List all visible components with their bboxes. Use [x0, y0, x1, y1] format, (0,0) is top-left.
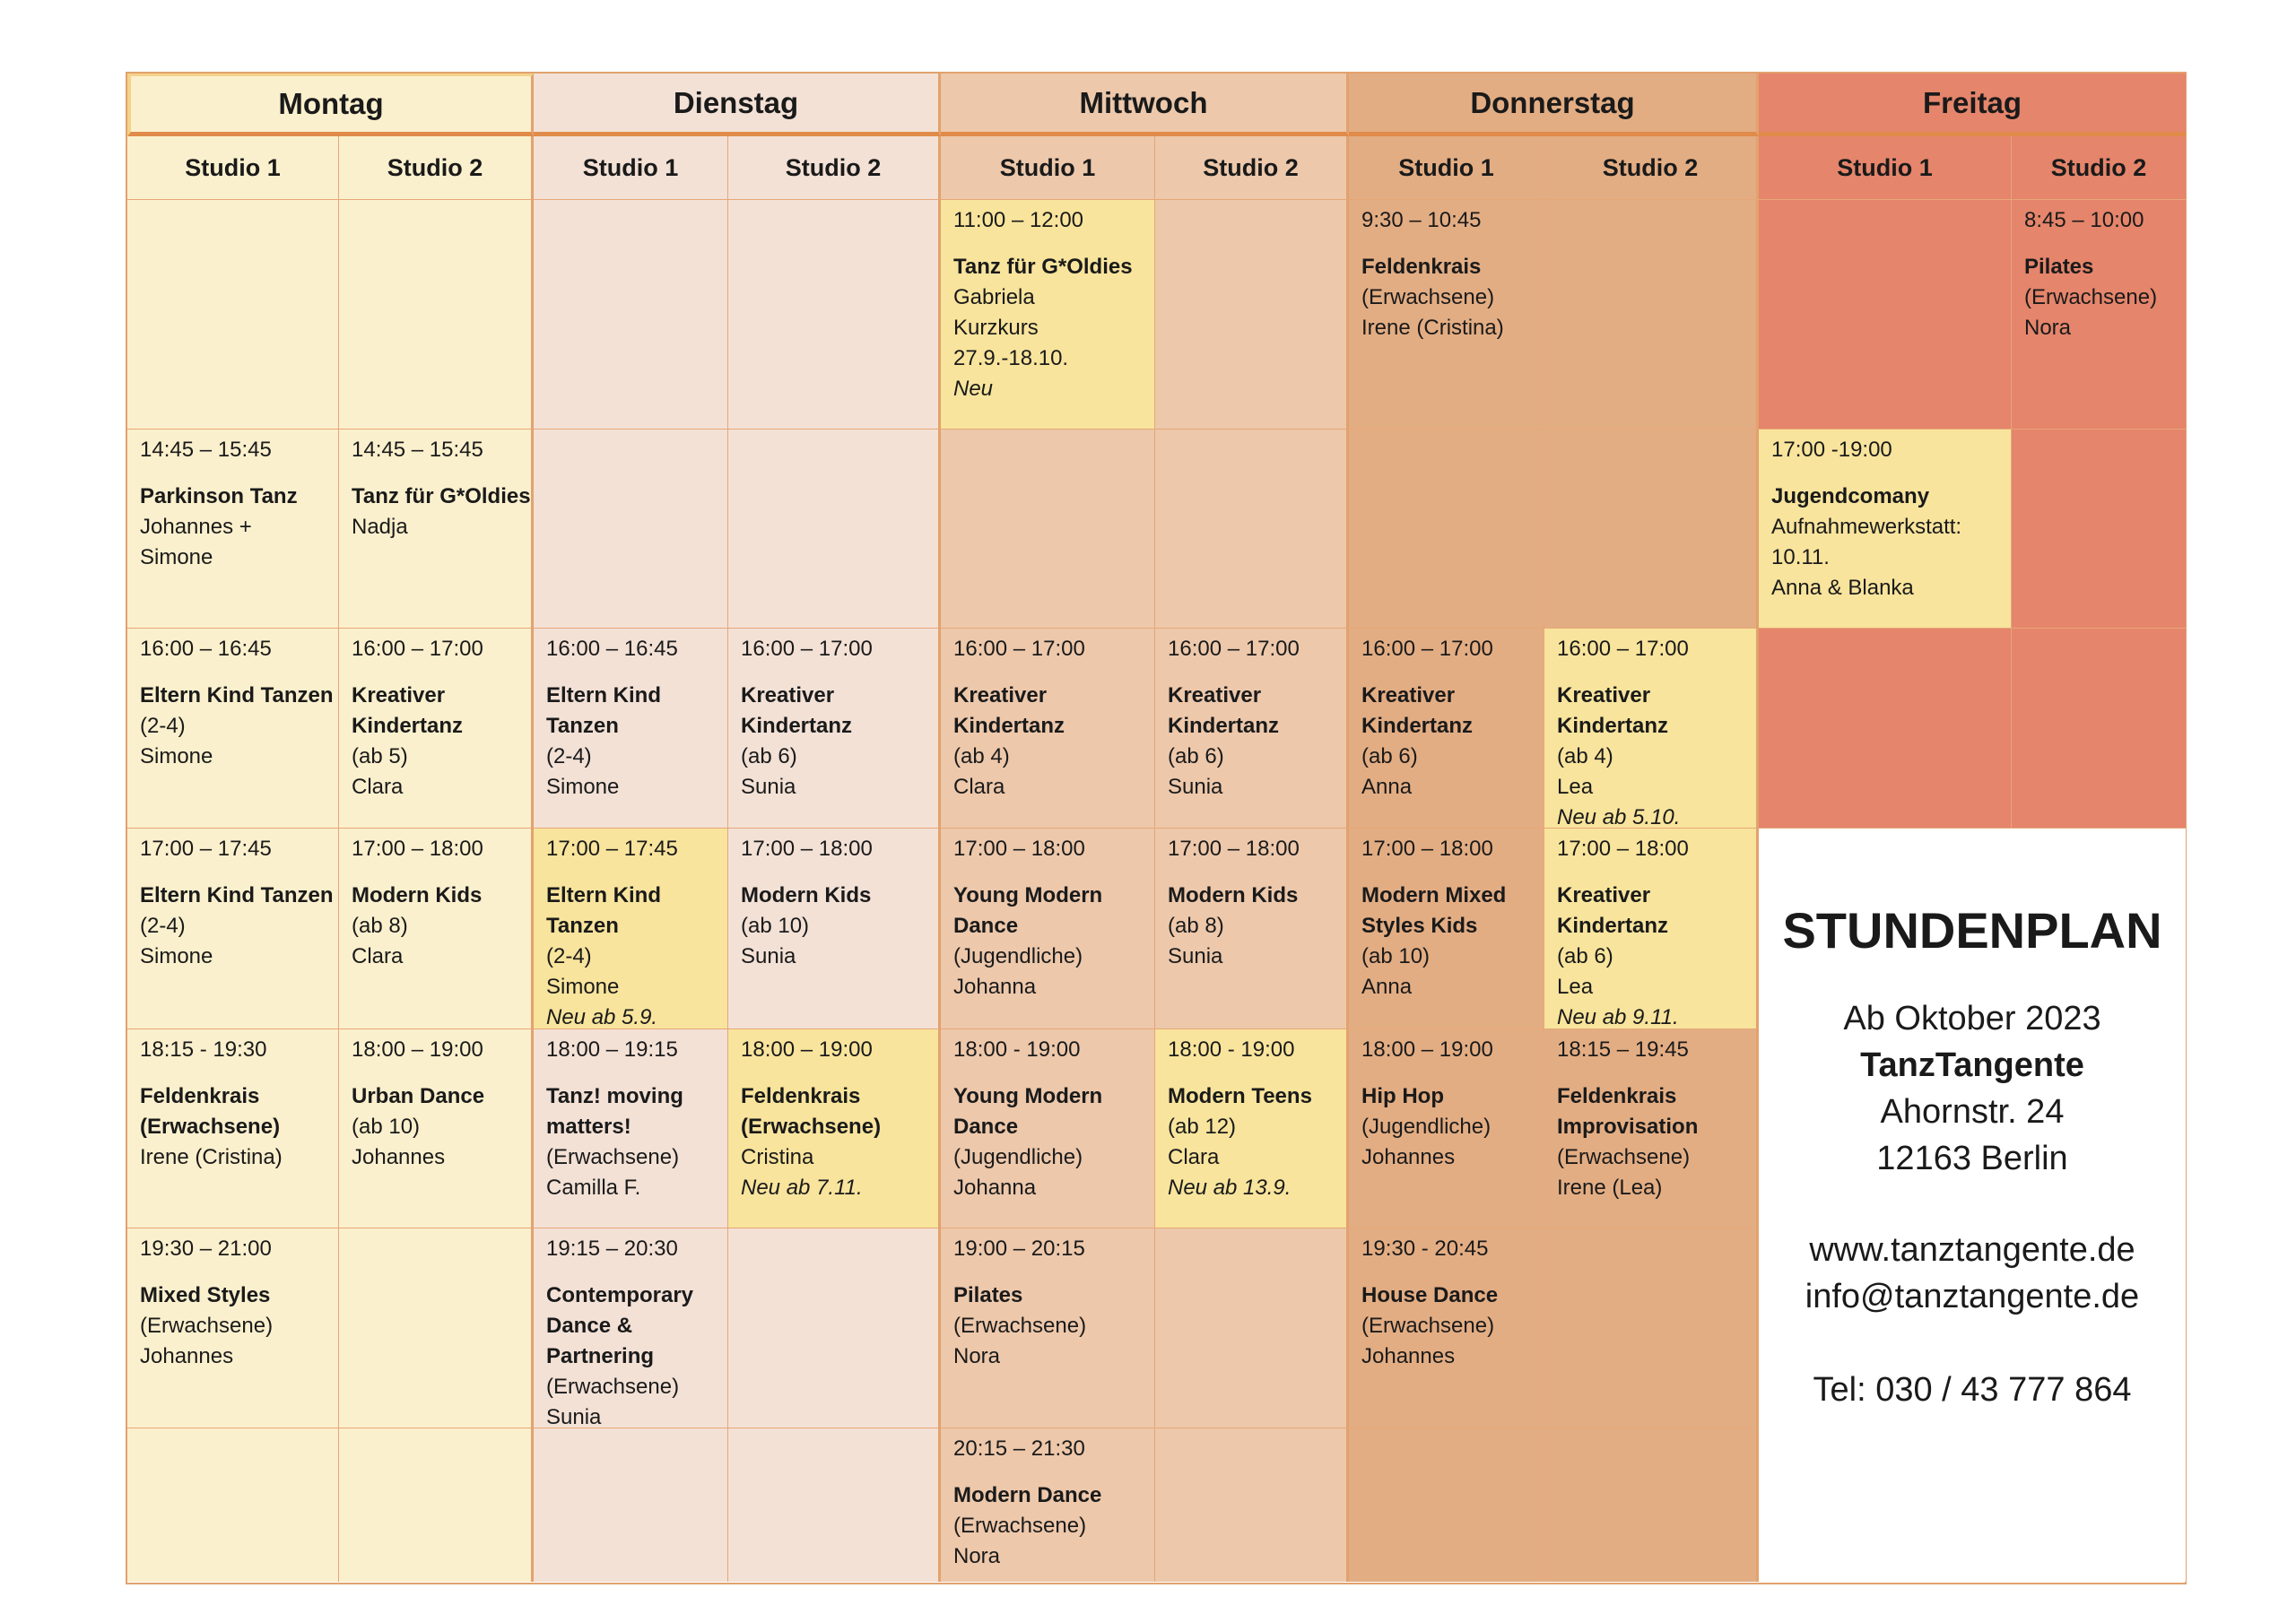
- class-time: 17:00 -19:00: [1771, 438, 1892, 462]
- class-time: 19:00 – 20:15: [953, 1237, 1085, 1261]
- class-time: 17:00 – 18:00: [1168, 837, 1300, 861]
- class-time: 14:45 – 15:45: [352, 438, 483, 462]
- class-time: 18:00 – 19:15: [546, 1037, 678, 1062]
- class-title: Tanz für G*Oldies: [352, 484, 531, 508]
- class-slot: [941, 629, 1155, 829]
- class-note: Neu ab 5.10.: [1557, 805, 1681, 829]
- class-detail: Clara: [352, 944, 404, 968]
- class-detail: Johannes: [352, 1145, 446, 1169]
- class-slot: [1544, 1228, 1759, 1428]
- class-slot: [1349, 430, 1544, 629]
- class-detail: (ab 6): [1361, 744, 1418, 768]
- class-detail: Sunia: [741, 775, 796, 799]
- class-slot: [534, 829, 728, 1029]
- class-time: 17:00 – 17:45: [546, 837, 678, 861]
- class-time: 18:00 - 19:00: [1168, 1037, 1295, 1062]
- class-time: 18:00 - 19:00: [953, 1037, 1081, 1062]
- class-slot: [534, 430, 728, 629]
- class-detail: Clara: [352, 775, 404, 799]
- studio-header: Studio 2: [1544, 136, 1759, 200]
- class-title: Kreativer Kindertanz: [1557, 883, 1669, 938]
- class-detail: (ab 8): [352, 914, 408, 938]
- class-detail: Anna: [1361, 975, 1413, 999]
- class-slot: [1349, 1428, 1544, 1582]
- class-title: Kreativer Kindertanz: [352, 683, 464, 738]
- studio-header: Studio 1: [1349, 136, 1544, 200]
- class-title: Eltern Kind Tanzen: [546, 683, 662, 738]
- class-detail: Sunia: [546, 1405, 602, 1428]
- class-title: Modern Dance: [953, 1483, 1102, 1507]
- class-title: Feldenkrais Improvisation: [1557, 1084, 1699, 1139]
- class-time: 16:00 – 17:00: [1557, 637, 1689, 661]
- class-detail: (ab 6): [1168, 744, 1224, 768]
- class-slot: [941, 1228, 1155, 1428]
- class-time: 17:00 – 18:00: [1361, 837, 1493, 861]
- class-slot: [1155, 200, 1349, 430]
- class-time: 11:00 – 12:00: [953, 208, 1084, 232]
- class-detail: Lea: [1557, 975, 1594, 999]
- class-detail: (2-4): [140, 714, 186, 738]
- class-detail: Sunia: [1168, 944, 1223, 968]
- class-slot: [1544, 200, 1759, 430]
- day-header-dienstag: Dienstag: [534, 74, 941, 136]
- class-detail: Simone: [546, 775, 620, 799]
- class-slot: [1155, 1029, 1349, 1228]
- class-time: 18:00 – 19:00: [741, 1037, 873, 1062]
- class-slot: [339, 629, 534, 829]
- class-title: Kreativer Kindertanz: [1361, 683, 1474, 738]
- class-slot: [339, 200, 534, 430]
- class-slot: [127, 1029, 339, 1228]
- class-time: 17:00 – 18:00: [953, 837, 1085, 861]
- class-note: Neu ab 13.9.: [1168, 1176, 1292, 1200]
- class-slot: [2012, 430, 2186, 629]
- class-time: 16:00 – 17:00: [741, 637, 873, 661]
- class-slot: [1759, 200, 2012, 430]
- class-slot: [534, 1228, 728, 1428]
- class-slot: [534, 1428, 728, 1582]
- class-detail: Sunia: [741, 944, 796, 968]
- class-time: 18:15 - 19:30: [140, 1037, 267, 1062]
- class-time: 20:15 – 21:30: [953, 1436, 1085, 1461]
- class-detail: Johanna: [953, 1176, 1037, 1200]
- class-slot: [127, 629, 339, 829]
- class-slot: [941, 1029, 1155, 1228]
- studio-header: Studio 1: [1759, 136, 2012, 200]
- studio-header: Studio 2: [2012, 136, 2186, 200]
- class-slot: [127, 1228, 339, 1428]
- class-time: 16:00 – 17:00: [1361, 637, 1493, 661]
- class-slot: [1759, 629, 2012, 829]
- class-time: 8:45 – 10:00: [2024, 208, 2144, 232]
- class-slot: [339, 829, 534, 1029]
- class-time: 16:00 – 16:45: [140, 637, 272, 661]
- class-slot: [1544, 629, 1759, 829]
- class-slot: [339, 1228, 534, 1428]
- class-title: Tanz für G*Oldies: [953, 255, 1133, 279]
- class-detail: Aufnahmewerkstatt:: [1771, 515, 1962, 539]
- class-slot: [941, 1428, 1155, 1582]
- class-title: Eltern Kind Tanzen: [140, 883, 334, 907]
- class-title: Hip Hop: [1361, 1084, 1444, 1108]
- class-slot: [127, 430, 339, 629]
- class-detail: 27.9.-18.10.: [953, 346, 1069, 370]
- schedule-table: [126, 72, 2187, 1584]
- class-slot: [728, 1029, 941, 1228]
- day-header-donnerstag: Donnerstag: [1349, 74, 1759, 136]
- class-time: 19:30 – 21:00: [140, 1237, 272, 1261]
- class-slot: [1349, 1029, 1544, 1228]
- class-slot: [728, 1428, 941, 1582]
- class-title: Mixed Styles: [140, 1283, 271, 1307]
- class-slot: [728, 1228, 941, 1428]
- class-time: 9:30 – 10:45: [1361, 208, 1482, 232]
- studio-header: Studio 1: [127, 136, 339, 200]
- class-detail: Clara: [953, 775, 1005, 799]
- class-title: Feldenkrais (Erwachsene): [140, 1084, 281, 1139]
- class-detail: Johannes: [140, 1344, 234, 1368]
- class-detail: (Erwachsene): [953, 1314, 1087, 1338]
- class-time: 17:00 – 18:00: [352, 837, 483, 861]
- class-detail: Gabriela: [953, 285, 1035, 309]
- class-detail: (ab 6): [1557, 944, 1613, 968]
- studio-header: Studio 2: [1155, 136, 1349, 200]
- class-detail: Nora: [2024, 316, 2072, 340]
- class-slot: [728, 430, 941, 629]
- class-title: Kreativer Kindertanz: [953, 683, 1065, 738]
- class-detail: Johannes: [1361, 1344, 1456, 1368]
- class-detail: (ab 6): [741, 744, 797, 768]
- class-slot: [1155, 829, 1349, 1029]
- class-detail: Lea: [1557, 775, 1594, 799]
- class-detail: Simone: [140, 944, 213, 968]
- class-title: Eltern Kind Tanzen: [140, 683, 334, 707]
- class-detail: (Erwachsene): [546, 1145, 680, 1169]
- class-detail: Simone: [140, 545, 213, 569]
- class-detail: Camilla F.: [546, 1176, 641, 1200]
- class-title: Modern Kids: [352, 883, 483, 907]
- class-title: Jugendcomany: [1771, 484, 1930, 508]
- class-detail: Cristina: [741, 1145, 814, 1169]
- class-time: 16:00 – 17:00: [953, 637, 1085, 661]
- class-time: 19:30 - 20:45: [1361, 1237, 1489, 1261]
- class-title: Modern Mixed Styles Kids: [1361, 883, 1507, 938]
- class-slot: [2012, 200, 2186, 430]
- class-detail: (2-4): [546, 744, 592, 768]
- class-detail: (ab 5): [352, 744, 408, 768]
- class-slot: [1349, 829, 1544, 1029]
- class-detail: Nora: [953, 1544, 1001, 1568]
- class-note: Neu ab 9.11.: [1557, 1005, 1679, 1029]
- class-title: Kreativer Kindertanz: [1168, 683, 1280, 738]
- class-detail: Clara: [1168, 1145, 1220, 1169]
- class-note: Neu: [953, 377, 994, 401]
- class-slot: [1544, 1029, 1759, 1228]
- class-title: Tanz! moving matters!: [546, 1084, 683, 1139]
- class-time: 18:00 – 19:00: [1361, 1037, 1493, 1062]
- class-slot: [127, 200, 339, 430]
- class-title: Kreativer Kindertanz: [1557, 683, 1669, 738]
- studio-name: TanzTangente: [1860, 1046, 2084, 1084]
- class-slot: [534, 1029, 728, 1228]
- valid-from: Ab Oktober 2023: [1843, 1000, 2101, 1037]
- class-title: Pilates: [953, 1283, 1023, 1307]
- class-detail: (2-4): [140, 914, 186, 938]
- class-detail: Kurzkurs: [953, 316, 1039, 340]
- studio-header: Studio 2: [728, 136, 941, 200]
- class-title: Young Modern Dance: [953, 883, 1103, 938]
- class-title: House Dance: [1361, 1283, 1499, 1307]
- class-slot: [1759, 430, 2012, 629]
- class-slot: [728, 829, 941, 1029]
- class-slot: [941, 430, 1155, 629]
- class-slot: [1349, 1228, 1544, 1428]
- class-slot: [1544, 829, 1759, 1029]
- class-detail: (Jugendliche): [953, 944, 1083, 968]
- class-title: Parkinson Tanz: [140, 484, 298, 508]
- class-title: Contemporary Dance & Partnering: [546, 1283, 694, 1368]
- class-title: Kreativer Kindertanz: [741, 683, 853, 738]
- class-time: 16:00 – 17:00: [1168, 637, 1300, 661]
- class-detail: (Jugendliche): [953, 1145, 1083, 1169]
- class-detail: Anna: [1361, 775, 1413, 799]
- class-detail: (Jugendliche): [1361, 1115, 1492, 1139]
- phone-number: Tel: 030 / 43 777 864: [1813, 1371, 2132, 1409]
- street-address: Ahornstr. 24: [1880, 1093, 2065, 1131]
- class-detail: Anna & Blanka: [1771, 576, 1914, 600]
- class-detail: (Erwachsene): [1557, 1145, 1691, 1169]
- class-slot: [339, 1428, 534, 1582]
- class-detail: (Erwachsene): [953, 1514, 1087, 1538]
- studio-header: Studio 2: [339, 136, 534, 200]
- class-slot: [1155, 430, 1349, 629]
- class-detail: (ab 4): [1557, 744, 1613, 768]
- day-header-montag: Montag: [127, 74, 534, 136]
- class-slot: [534, 629, 728, 829]
- class-title: Modern Kids: [741, 883, 872, 907]
- class-time: 18:00 – 19:00: [352, 1037, 483, 1062]
- class-slot: [1544, 1428, 1759, 1582]
- class-slot: [1349, 629, 1544, 829]
- class-slot: [1155, 629, 1349, 829]
- class-slot: [1544, 430, 1759, 629]
- class-time: 18:15 – 19:45: [1557, 1037, 1689, 1062]
- schedule-heading: STUNDENPLAN: [1782, 902, 2162, 959]
- class-slot: [1349, 200, 1544, 430]
- class-detail: (Erwachsene): [1361, 285, 1495, 309]
- class-slot: [728, 200, 941, 430]
- class-title: Eltern Kind Tanzen: [546, 883, 662, 938]
- class-detail: (ab 12): [1168, 1115, 1237, 1139]
- class-time: 14:45 – 15:45: [140, 438, 272, 462]
- website-link[interactable]: www.tanztangente.de: [1809, 1231, 2135, 1269]
- class-detail: Simone: [140, 744, 213, 768]
- class-title: Urban Dance: [352, 1084, 485, 1108]
- class-detail: (Erwachsene): [140, 1314, 274, 1338]
- class-title: Feldenkrais (Erwachsene): [741, 1084, 882, 1139]
- class-time: 17:00 – 18:00: [1557, 837, 1689, 861]
- class-detail: Irene (Lea): [1557, 1176, 1663, 1200]
- class-detail: (ab 4): [953, 744, 1010, 768]
- class-slot: [339, 1029, 534, 1228]
- class-title: Young Modern Dance: [953, 1084, 1103, 1139]
- class-time: 16:00 – 17:00: [352, 637, 483, 661]
- class-detail: (Erwachsene): [1361, 1314, 1495, 1338]
- class-slot: [127, 829, 339, 1029]
- class-detail: Simone: [546, 975, 620, 999]
- class-slot: [1155, 1428, 1349, 1582]
- class-detail: Johannes +: [140, 515, 252, 539]
- email-link[interactable]: info@tanztangente.de: [1805, 1278, 2140, 1315]
- city-address: 12163 Berlin: [1876, 1140, 2068, 1177]
- class-slot: [1155, 1228, 1349, 1428]
- studio-header: Studio 1: [534, 136, 728, 200]
- class-slot: [127, 1428, 339, 1582]
- class-slot: [728, 629, 941, 829]
- class-title: Feldenkrais: [1361, 255, 1482, 279]
- class-detail: (ab 10): [352, 1115, 421, 1139]
- class-detail: (Erwachsene): [2024, 285, 2158, 309]
- class-slot: [941, 829, 1155, 1029]
- class-slot: [339, 430, 534, 629]
- class-title: Modern Kids: [1168, 883, 1299, 907]
- class-title: Modern Teens: [1168, 1084, 1312, 1108]
- day-header-freitag: Freitag: [1759, 74, 2186, 136]
- class-detail: (ab 8): [1168, 914, 1224, 938]
- class-detail: 10.11.: [1771, 545, 1830, 569]
- class-time: 17:00 – 17:45: [140, 837, 272, 861]
- class-detail: Sunia: [1168, 775, 1223, 799]
- class-time: 19:15 – 20:30: [546, 1237, 678, 1261]
- class-note: Neu ab 7.11.: [741, 1176, 863, 1200]
- class-detail: (ab 10): [741, 914, 810, 938]
- class-title: Pilates: [2024, 255, 2094, 279]
- class-slot: [941, 200, 1155, 430]
- class-time: 17:00 – 18:00: [741, 837, 873, 861]
- class-detail: Nadja: [352, 515, 408, 539]
- class-detail: Irene (Cristina): [140, 1145, 283, 1169]
- class-detail: Johanna: [953, 975, 1037, 999]
- class-slot: [534, 200, 728, 430]
- class-detail: Irene (Cristina): [1361, 316, 1504, 340]
- class-note: Neu ab 5.9.: [546, 1005, 658, 1029]
- info-panel: [1759, 829, 2186, 1582]
- studio-header: Studio 1: [941, 136, 1155, 200]
- class-detail: Nora: [953, 1344, 1001, 1368]
- class-slot: [2012, 629, 2186, 829]
- class-detail: Johannes: [1361, 1145, 1456, 1169]
- day-header-mittwoch: Mittwoch: [941, 74, 1349, 136]
- class-time: 16:00 – 16:45: [546, 637, 678, 661]
- class-detail: (Erwachsene): [546, 1375, 680, 1399]
- class-detail: (ab 10): [1361, 944, 1431, 968]
- class-detail: (2-4): [546, 944, 592, 968]
